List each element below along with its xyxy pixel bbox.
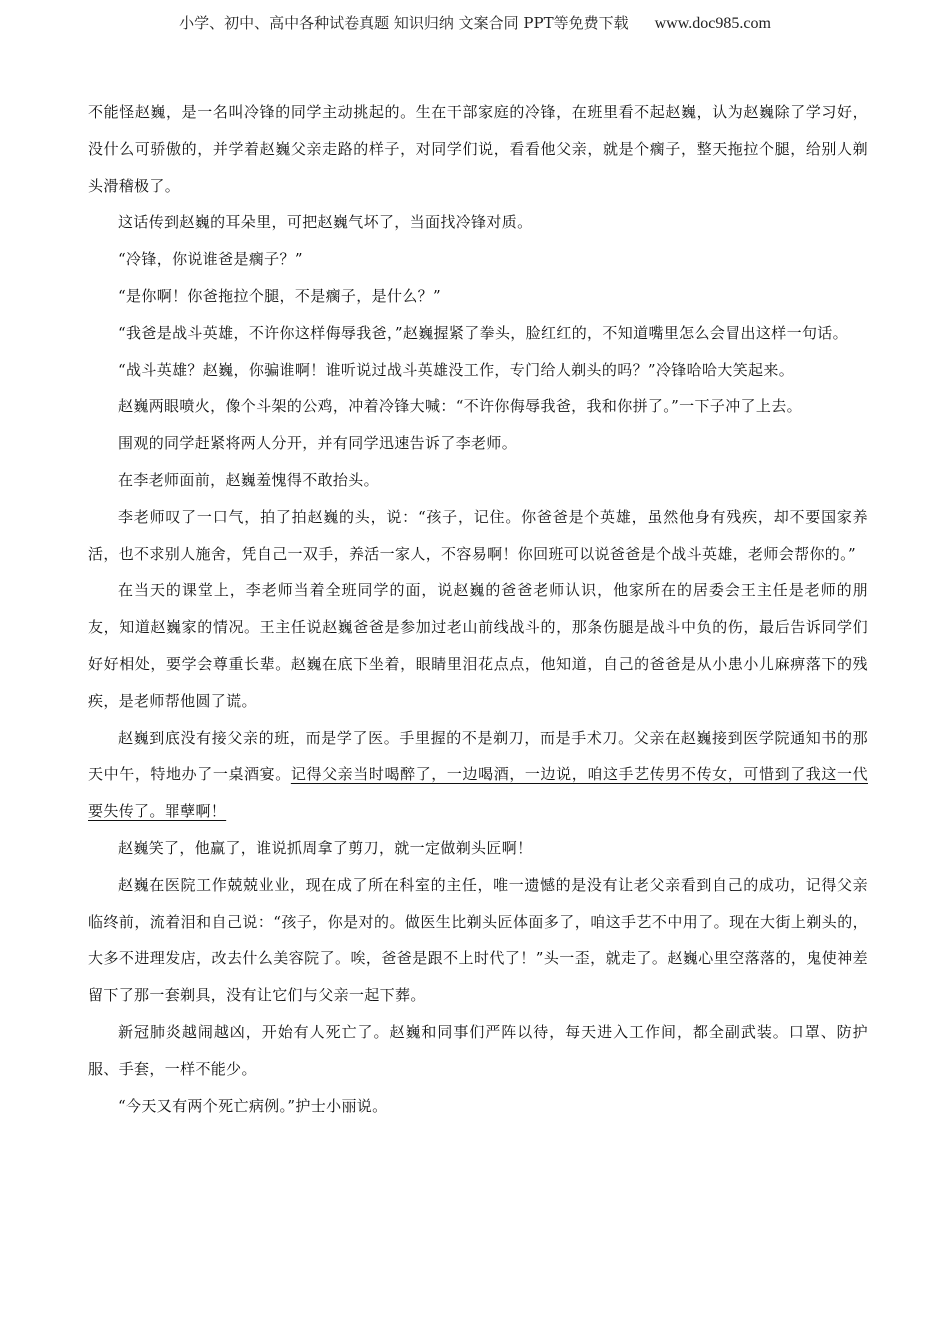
paragraph-text: 赵巍到底没有接父亲的班，而是学了医。手里握的不是剃刀，而是手术刀。父亲在赵巍接到医学院通知书的那天中午，特地办了一桌酒宴。 [88, 728, 868, 784]
underlined-sentence: 记得父亲当时喝醉了，一边喝酒，一边说，咱这手艺传男不传女，可惜到了我这一代要失传了。罪孽啊！ [88, 765, 868, 821]
paragraph: “是你啊！你爸拖拉个腿，不是瘸子，是什么？” [118, 286, 442, 305]
paragraph: 在当天的课堂上，李老师当着全班同学的面，说赵巍的爸爸老师认识，他家所在的居委会王主任是老师的朋友，知道赵巍家的情况。王主任说赵巍爸爸是参加过老山前线战斗的，那条伤腿是战斗中负的伤，最后告诉同学们好好相处，要学会尊重长辈。赵巍在底下坐着，眼睛里泪花点点，他知道，自己的爸爸是从小患小儿麻痹落下的残疾，是老师帮他圆了谎。 [88, 581, 868, 710]
paragraph: 在李老师面前，赵巍羞愧得不敢抬头。 [118, 470, 379, 489]
paragraph: “我爸是战斗英雄，不许你这样侮辱我爸，”赵巍握紧了拳头，脸红红的，不知道嘴里怎么会冒出这样一句话。 [118, 323, 848, 342]
article-body [88, 94, 868, 1124]
paragraph: “冷锋，你说谁爸是瘸子？” [118, 250, 303, 269]
paragraph: 围观的同学赶紧将两人分开，并有同学迅速告诉了李老师。 [118, 434, 518, 453]
paragraph: 赵巍笑了，他赢了，谁说抓周拿了剪刀，就一定做剃头匠啊！ [118, 838, 533, 857]
paragraph: 这话传到赵巍的耳朵里，可把赵巍气坏了，当面找冷锋对质。 [118, 213, 533, 232]
paragraph-with-underline [88, 720, 868, 830]
paragraph: “战斗英雄？赵巍，你骗谁啊！谁听说过战斗英雄没工作，专门给人剃头的吗？”冷锋哈哈大笑起来。 [118, 360, 795, 379]
header-text: 小学、初中、高中各种试卷真题 知识归纳 文案合同 PPT等免费下载 [179, 14, 629, 32]
paragraph: 赵巍在医院工作兢兢业业，现在成了所在科室的主任，唯一遗憾的是没有让老父亲看到自己的成功，记得父亲临终前，流着泪和自己说：“孩子，你是对的。做医生比剃头匠体面多了，咱这手艺不中用了。现在大街上剃头的，大多不进理发店，改去什么美容院了。唉，爸爸是跟不上时代了！”头一歪，就走了。赵巍心里空落落的，鬼使神差留下了那一套剃具，没有让它们与父亲一起下葬。 [88, 875, 868, 1005]
paragraph: 赵巍两眼喷火，像个斗架的公鸡，冲着冷锋大喊：“不许你侮辱我爸，我和你拼了。”一下子冲了上去。 [118, 397, 802, 416]
header-site-url[interactable]: www.doc985.com [654, 15, 771, 32]
paragraph: 李老师叹了一口气，拍了拍赵巍的头，说：“孩子，记住。你爸爸是个英雄，虽然他身有残疾，却不要国家养活，也不求别人施舍，凭自己一双手，养活一家人，不容易啊！你回班可以说爸爸是个战斗英雄，老师会帮你的。” [88, 507, 868, 563]
paragraph: “今天又有两个死亡病例。”护士小丽说。 [118, 1096, 388, 1115]
paragraph: 新冠肺炎越闹越凶，开始有人死亡了。赵巍和同事们严阵以待，每天进入工作间，都全副武装。口罩、防护服、手套，一样不能少。 [88, 1022, 868, 1078]
paragraph: 不能怪赵巍，是一名叫冷锋的同学主动挑起的。生在干部家庭的冷锋，在班里看不起赵巍，认为赵巍除了学习好，没什么可骄傲的，并学着赵巍父亲走路的样子，对同学们说，看看他父亲，就是个瘸子，整天拖拉个腿，给别人剃头滑稽极了。 [88, 103, 868, 195]
page-header [0, 12, 950, 35]
